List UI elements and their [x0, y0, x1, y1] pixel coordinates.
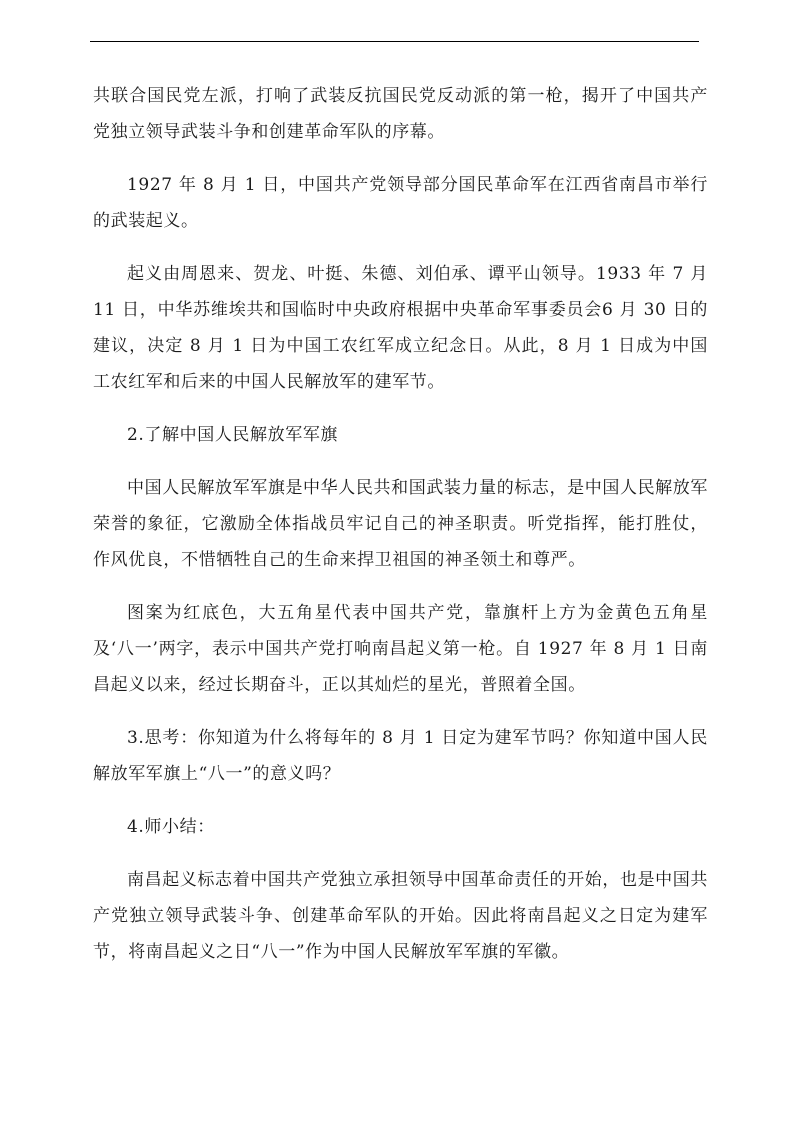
header-rule — [90, 41, 699, 42]
section-heading-flag: 2.了解中国人民解放军军旗 — [127, 425, 339, 445]
paragraph-think-question: 3.思考：你知道为什么将每年的 8 月 1 日定为建军节吗？你知道中国人民解放军军旗上“八一”的意义吗？ — [93, 728, 708, 784]
paragraph-uprising-leaders: 起义由周恩来、贺龙、叶挺、朱德、刘伯承、谭平山领导。1933 年 7 月 11 日，中华苏维埃共和国临时中央政府根据中央革命军事委员会6 月 30 日的建议，决定 8 月 1 日为中国工农红军成立纪念日。从此，8 月 1 日成为中国工农红军和后来的中国人民解放军的建军节。 — [93, 264, 708, 392]
paragraph-flag-design: 图案为红底色，大五角星代表中国共产党，靠旗杆上方为金黄色五角星及‘八一’两字，表示中国共产党打响南昌起义第一枪。自 1927 年 8 月 1 日南昌起义以来，经过长期奋斗，正以其灿烂的星光，普照着全国。 — [93, 603, 708, 695]
paragraph-uprising-date: 1927 年 8 月 1 日，中国共产党领导部分国民革命军在江西省南昌市举行的武装起义。 — [93, 175, 708, 231]
paragraph-continuation: 共联合国民党左派，打响了武装反抗国民党反动派的第一枪，揭开了中国共产党独立领导武装斗争和创建革命军队的序幕。 — [93, 86, 708, 142]
document-body — [93, 78, 708, 987]
paragraph-flag-meaning: 中国人民解放军军旗是中华人民共和国武装力量的标志，是中国人民解放军荣誉的象征，它激励全体指战员牢记自己的神圣职责。听党指挥，能打胜仗，作风优良，不惜牺牲自己的生命来捍卫祖国的神圣领土和尊严。 — [93, 478, 708, 570]
paragraph-summary: 南昌起义标志着中国共产党独立承担领导中国革命责任的开始，也是中国共产党独立领导武装斗争、创建革命军队的开始。因此将南昌起义之日定为建军节，将南昌起义之日“八一”作为中国人民解放军军旗的军徽。 — [93, 870, 708, 962]
section-heading-summary: 4.师小结： — [127, 817, 215, 837]
